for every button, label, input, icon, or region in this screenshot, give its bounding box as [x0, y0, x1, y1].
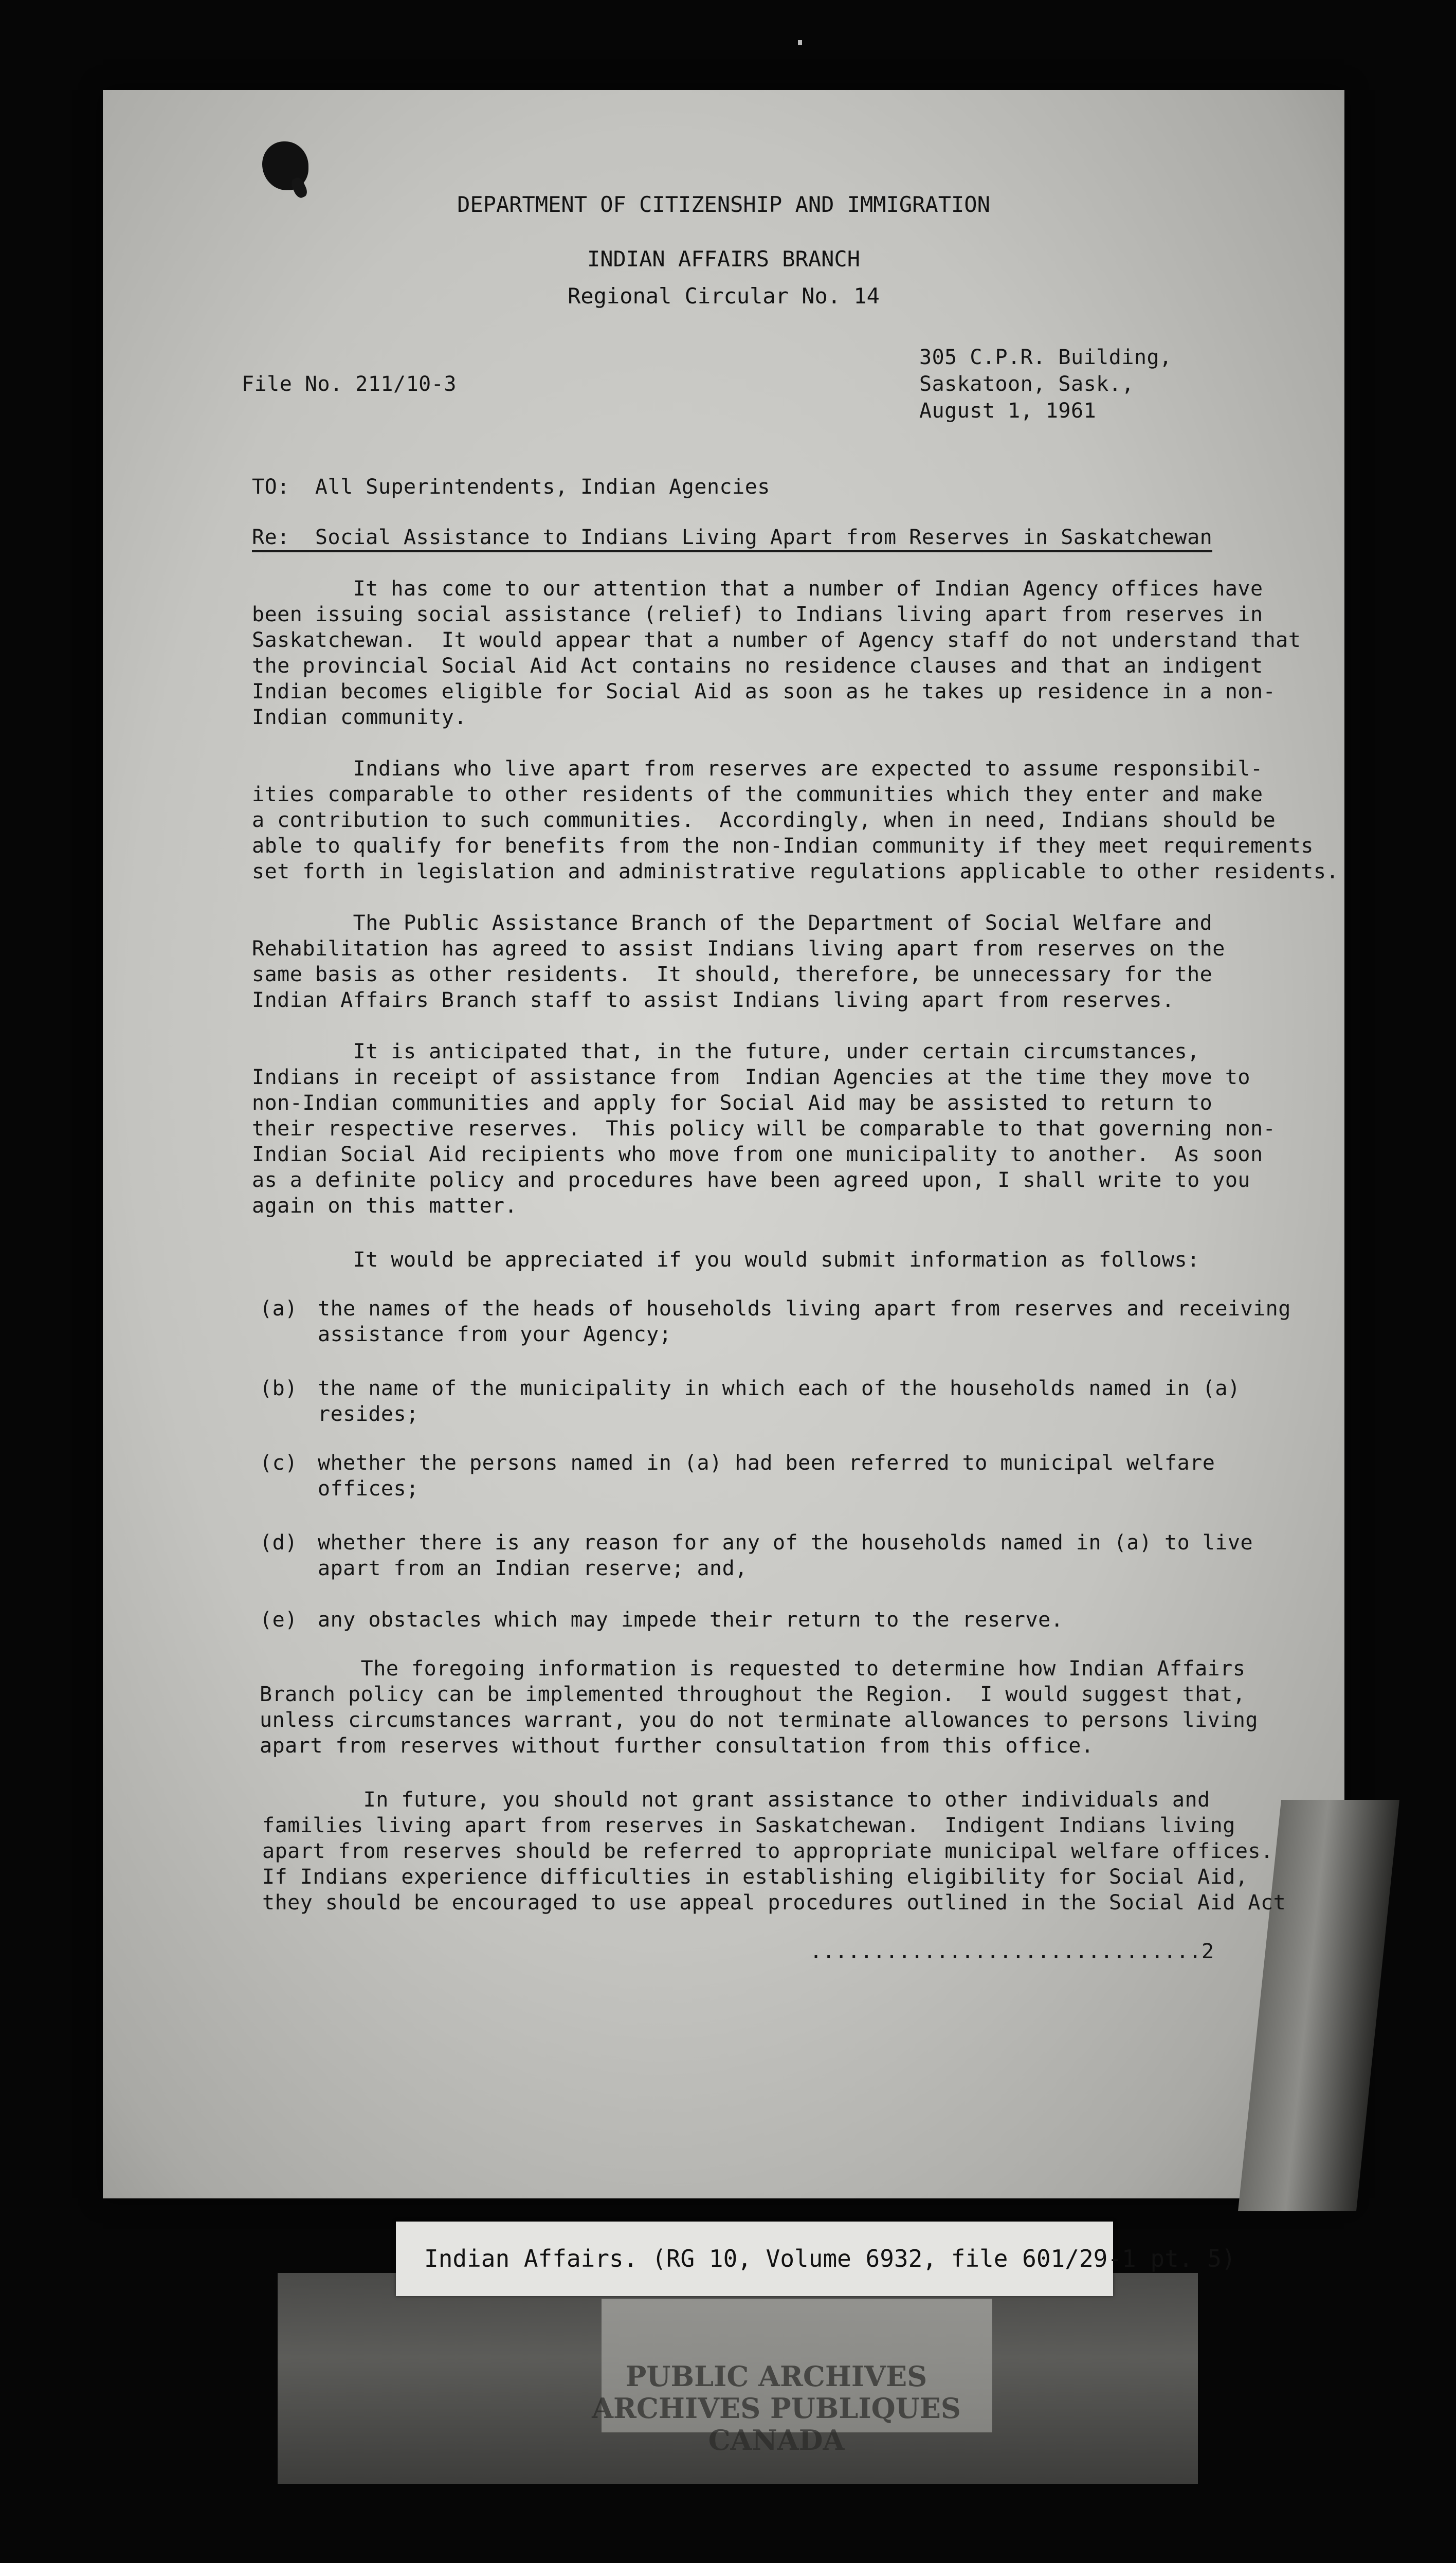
p7-line-5: they should be encouraged to use appeal procedures outlined in the Social Aid Act	[262, 1891, 1286, 1915]
p2-line-5: set forth in legislation and administrative regulations applicable to other residents.	[252, 860, 1339, 883]
stamp-line-2: ARCHIVES PUBLIQUES	[592, 2392, 961, 2425]
list-e-line-1: any obstacles which may impede their return to the reserve.	[318, 1608, 1064, 1632]
p3-line-2: Rehabilitation has agreed to assist Indians living apart from reserves on the	[252, 937, 1225, 961]
p7-line-4: If Indians experience difficulties in establishing eligibility for Social Aid,	[262, 1865, 1248, 1889]
list-d-marker: (d)	[260, 1531, 298, 1555]
p4-line-1: It is anticipated that, in the future, under certain circumstances,	[252, 1040, 1200, 1063]
p4-line-4: their respective reserves. This policy will be comparable to that governing non-	[252, 1117, 1276, 1141]
p4-line-5: Indian Social Aid recipients who move from one municipality to another. As soon	[252, 1143, 1263, 1166]
list-b-line-1: the name of the municipality in which each of the households named in (a)	[318, 1377, 1241, 1400]
p6-line-3: unless circumstances warrant, you do not terminate allowances to persons living	[260, 1708, 1258, 1732]
department-heading: DEPARTMENT OF CITIZENSHIP AND IMMIGRATION	[457, 192, 990, 217]
archive-label	[396, 2222, 1236, 2296]
archive-stamp	[566, 2360, 987, 2456]
list-c-marker: (c)	[260, 1451, 298, 1475]
to-line: TO: All Superintendents, Indian Agencies	[252, 475, 770, 499]
p7-line-1: In future, you should not grant assistance to other individuals and	[262, 1788, 1210, 1812]
p3-line-4: Indian Affairs Branch staff to assist Indians living apart from reserves.	[252, 988, 1175, 1012]
address-line-1: 305 C.P.R. Building,	[919, 346, 1172, 369]
list-d-line-1: whether there is any reason for any of the households named in (a) to live	[318, 1531, 1253, 1555]
p6-line-1: The foregoing information is requested to determine how Indian Affairs	[260, 1657, 1246, 1681]
p7-line-2: families living apart from reserves in Saskatchewan. Indigent Indians living	[262, 1814, 1235, 1837]
branch-heading: INDIAN AFFAIRS BRANCH	[587, 246, 860, 272]
p1-line-6: Indian community.	[252, 706, 467, 729]
p4-line-7: again on this matter.	[252, 1194, 518, 1218]
list-a-line-1: the names of the heads of households living apart from reserves and receiving	[318, 1297, 1291, 1321]
stamp-line-3: CANADA	[708, 2424, 845, 2457]
subject-line: Re: Social Assistance to Indians Living Apart from Reserves in Saskatchewan	[252, 525, 1212, 552]
list-d-line-2: apart from an Indian reserve; and,	[318, 1557, 748, 1580]
film-speck	[798, 40, 802, 45]
p2-line-3: a contribution to such communities. Accordingly, when in need, Indians should be	[252, 808, 1276, 832]
page-continuation: ...............................2	[810, 1940, 1214, 1963]
p1-line-2: been issuing social assistance (relief) to Indians living apart from reserves in	[252, 603, 1263, 626]
p2-line-1: Indians who live apart from reserves are expected to assume responsibil-	[252, 757, 1263, 781]
list-b-line-2: resides;	[318, 1402, 419, 1426]
p1-line-3: Saskatchewan. It would appear that a number of Agency staff do not understand that	[252, 628, 1301, 652]
p4-line-2: Indians in receipt of assistance from Indian Agencies at the time they move to	[252, 1066, 1250, 1089]
p7-line-3: apart from reserves should be referred to appropriate municipal welfare offices.	[262, 1839, 1273, 1863]
stamp-line-1: PUBLIC ARCHIVES	[625, 2360, 927, 2393]
list-b-marker: (b)	[260, 1377, 298, 1400]
p5-line-1: It would be appreciated if you would submit information as follows:	[252, 1248, 1200, 1272]
file-number: File No. 211/10-3	[242, 372, 457, 396]
letter-date: August 1, 1961	[919, 399, 1097, 423]
list-a-marker: (a)	[260, 1297, 298, 1321]
list-a-line-2: assistance from your Agency;	[318, 1323, 672, 1346]
p6-line-2: Branch policy can be implemented throughout the Region. I would suggest that,	[260, 1683, 1246, 1706]
p4-line-3: non-Indian communities and apply for Social Aid may be assisted to return to	[252, 1091, 1213, 1115]
p2-line-4: able to qualify for benefits from the non-Indian community if they meet requirements	[252, 834, 1314, 858]
list-c-line-1: whether the persons named in (a) had been referred to municipal welfare	[318, 1451, 1215, 1475]
p4-line-6: as a definite policy and procedures have been agreed upon, I shall write to you	[252, 1168, 1250, 1192]
p1-line-4: the provincial Social Aid Act contains no residence clauses and that an indigent	[252, 654, 1263, 678]
circular-heading: Regional Circular No. 14	[568, 283, 880, 309]
p3-line-3: same basis as other residents. It should, therefore, be unnecessary for the	[252, 963, 1213, 986]
p6-line-4: apart from reserves without further consultation from this office.	[260, 1734, 1094, 1758]
list-e-marker: (e)	[260, 1608, 298, 1632]
p2-line-2: ities comparable to other residents of the communities which they enter and make	[252, 783, 1263, 806]
p1-line-1: It has come to our attention that a number of Indian Agency offices have	[252, 577, 1263, 601]
address-line-2: Saskatoon, Sask.,	[919, 372, 1134, 396]
p1-line-5: Indian becomes eligible for Social Aid as soon as he takes up residence in a non-	[252, 680, 1276, 703]
p3-line-1: The Public Assistance Branch of the Department of Social Welfare and	[252, 911, 1213, 935]
list-c-line-2: offices;	[318, 1477, 419, 1501]
archive-label-text: Indian Affairs. (RG 10, Volume 6932, file 601/29-1 pt. 5)	[424, 2245, 1236, 2272]
